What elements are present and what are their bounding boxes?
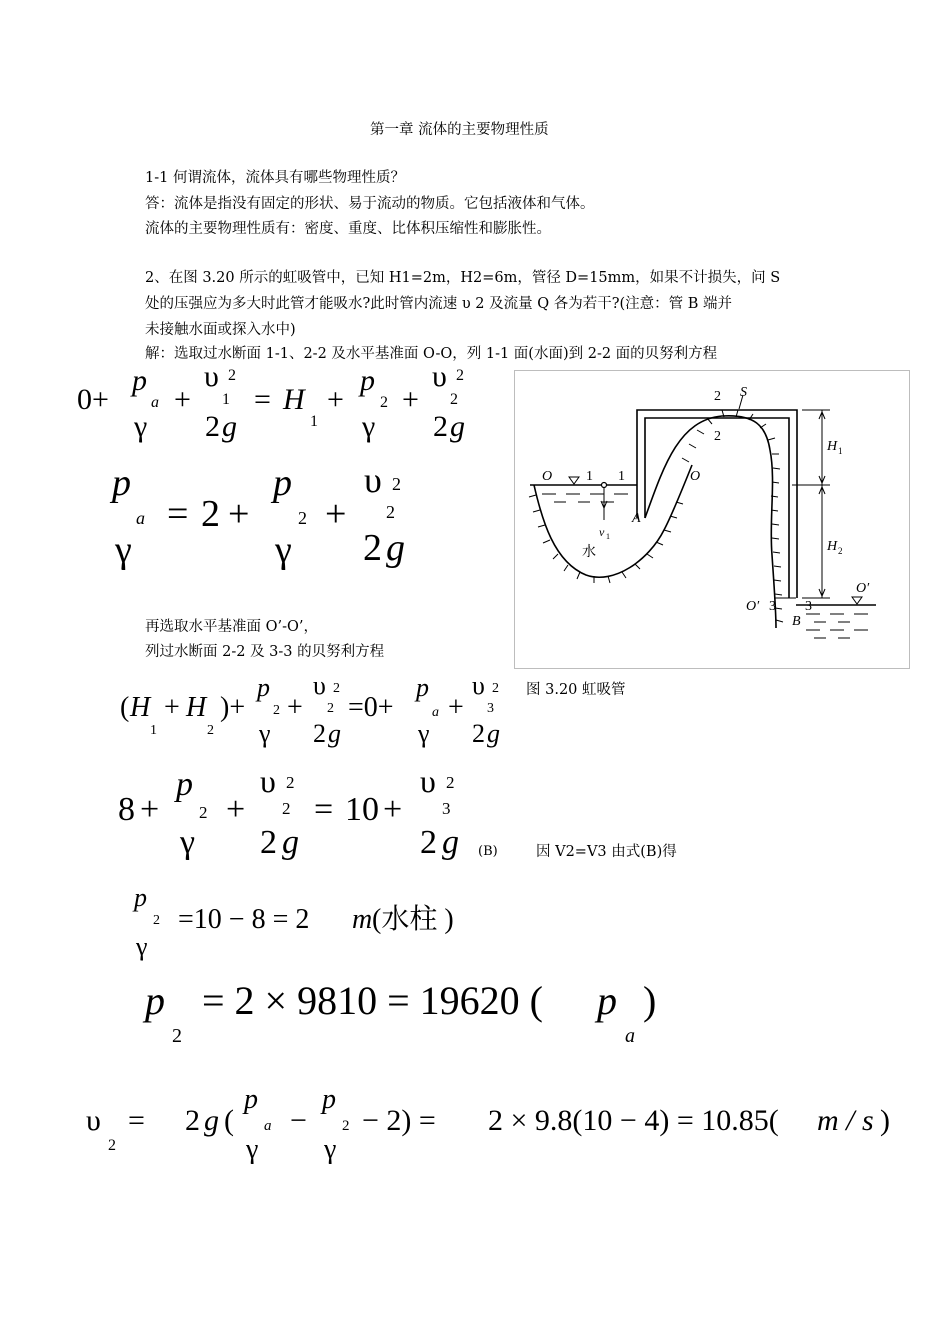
svg-text:2: 2 [228, 367, 236, 384]
eq4-eight: 8 [118, 791, 135, 828]
svg-text:+: + [327, 383, 344, 416]
fig-label-h1-sub: 1 [838, 446, 843, 456]
svg-text:2: 2 [327, 701, 334, 716]
svg-text:2: 2 [342, 1118, 350, 1134]
fig-label-water: 水 [582, 545, 596, 560]
svg-text:2: 2 [380, 394, 388, 411]
svg-text:2: 2 [450, 391, 458, 408]
equation-6 [142, 978, 656, 1047]
eq1-zero-plus: 0+ [77, 383, 109, 416]
svg-text:υ: υ [472, 671, 485, 700]
svg-text:a: a [151, 394, 159, 411]
svg-text:+: + [140, 791, 160, 828]
equation-3 [120, 671, 500, 748]
question-2-line-1: 2、在图 3.20 所示的虹吸管中，已知 H1=2m，H2=6m，管径 D=15mm，如果不计损失，问 S [145, 270, 781, 286]
svg-text:a: a [136, 508, 145, 528]
svg-text:1: 1 [150, 723, 157, 738]
svg-text:2: 2 [446, 773, 455, 792]
svg-text:3: 3 [442, 799, 451, 818]
svg-text:+: + [287, 692, 303, 723]
fig-label-b: B [792, 614, 801, 629]
fig-label-v1: v [599, 525, 605, 539]
svg-text:g: g [328, 719, 341, 748]
svg-text:2: 2 [298, 508, 307, 528]
eq7-close: ) [880, 1104, 890, 1137]
step-2-line-1: 再选取水平基准面 O’-O’， [145, 619, 319, 635]
svg-text:2: 2 [392, 474, 401, 494]
eq5-paren: (水柱 ) [372, 904, 454, 935]
svg-text:p: p [273, 462, 292, 504]
svg-text:2: 2 [205, 410, 220, 443]
svg-text:2: 2 [172, 1025, 182, 1047]
answer-1-line-2: 流体的主要物理性质有：密度、重度、比体积压缩性和膨胀性。 [145, 221, 551, 237]
svg-text:γ: γ [275, 529, 292, 571]
svg-text:p: p [176, 766, 193, 803]
equation-2 [109, 460, 405, 571]
svg-text:+: + [164, 692, 180, 723]
eq7-unit: m / s [817, 1104, 874, 1137]
svg-text:2: 2 [456, 367, 464, 384]
svg-text:a: a [264, 1118, 272, 1134]
svg-text:=: = [167, 493, 189, 535]
svg-text:γ: γ [115, 529, 132, 571]
svg-text:g: g [487, 719, 500, 748]
svg-text:γ: γ [362, 410, 376, 443]
svg-text:p: p [244, 1084, 258, 1115]
question-2-line-2: 处的压强应为多大时此管才能吸水?此时管内流速 υ 2 及流量 Q 各为若干?(注意：管 B 端并 [145, 296, 733, 312]
svg-text:): ) [643, 978, 657, 1023]
svg-text:(: ( [224, 1104, 234, 1137]
svg-text:γ: γ [180, 824, 196, 861]
svg-text:2: 2 [153, 913, 160, 928]
svg-text:+: + [174, 383, 191, 416]
equation-1 [77, 360, 465, 443]
svg-text:p: p [360, 364, 375, 397]
svg-text:γ: γ [418, 719, 430, 748]
fig-label-o-left: O [542, 469, 553, 484]
svg-text:υ: υ [313, 671, 326, 700]
svg-text:)+: )+ [220, 692, 246, 723]
svg-text:p: p [257, 673, 270, 702]
eq5-rhs: =10 − 8 = 2 [178, 904, 310, 935]
fig-label-o-prime-left: O′ [746, 599, 760, 614]
equation-5 [132, 883, 454, 961]
svg-text:=0+: =0+ [348, 692, 394, 723]
svg-text:+: + [325, 493, 347, 535]
svg-text:2: 2 [108, 1137, 116, 1154]
svg-text:υ: υ [86, 1104, 101, 1137]
equation-7 [86, 1084, 890, 1165]
svg-text:g: g [282, 824, 299, 861]
fig-label-v1-sub: 1 [606, 532, 610, 541]
svg-text:H: H [130, 692, 151, 723]
svg-text:g: g [442, 824, 459, 861]
svg-text:H: H [283, 383, 305, 416]
svg-text:3: 3 [487, 701, 494, 716]
svg-text:p: p [416, 673, 429, 702]
svg-text:1: 1 [222, 391, 230, 408]
eq4-ten: 10 [345, 791, 379, 828]
svg-text:2: 2 [260, 824, 277, 861]
svg-text:2: 2 [363, 527, 382, 569]
eq7-rhs: 2 × 9.8(10 − 4) = 10.85( [488, 1104, 779, 1137]
figure-caption: 图 3.20 虹吸管 [526, 682, 626, 698]
svg-text:2: 2 [273, 703, 280, 718]
fig-label-s: S [740, 385, 747, 400]
svg-text:2: 2 [286, 773, 295, 792]
equation-4 [118, 763, 459, 861]
svg-text:υ: υ [204, 360, 219, 393]
equation-b-label: (B) [478, 844, 498, 859]
svg-text:1: 1 [310, 413, 318, 430]
svg-text:2: 2 [313, 719, 326, 748]
svg-text:γ: γ [136, 932, 148, 961]
svg-text:+: + [383, 791, 403, 828]
svg-text:γ: γ [246, 1134, 259, 1165]
fig-label-a: A [632, 511, 641, 526]
eq2-two: 2 [201, 493, 220, 535]
svg-text:p: p [322, 1084, 336, 1115]
eq7-mid: − 2) = [362, 1104, 436, 1137]
eq6-rhs: = 2 × 9810 = 19620 ( [202, 978, 543, 1023]
fig-label-o-prime-right: O′ [856, 581, 870, 596]
fig-label-1-right: 1 [618, 469, 625, 484]
svg-text:2: 2 [433, 410, 448, 443]
svg-text:γ: γ [324, 1134, 337, 1165]
svg-text:g: g [204, 1104, 219, 1137]
svg-text:+: + [228, 493, 250, 535]
step-2-line-2: 列过水断面 2-2 及 3-3 的贝努利方程 [145, 644, 385, 660]
question-2-line-3: 未接触水面或探入水中) [145, 322, 296, 338]
svg-text:+: + [226, 791, 246, 828]
solution-intro: 解：选取过水断面 1-1、2-2 及水平基准面 O-O，列 1-1 面(水面)到 2-2 面的贝努利方程 [145, 346, 718, 362]
svg-text:=: = [254, 383, 271, 416]
svg-text:H: H [186, 692, 207, 723]
svg-text:+: + [448, 692, 464, 723]
fig-label-2-top: 2 [714, 389, 721, 404]
fig-label-h2: H [827, 539, 838, 554]
svg-text:2: 2 [492, 681, 499, 696]
svg-text:g: g [222, 410, 237, 443]
svg-text:2: 2 [199, 803, 208, 822]
svg-text:2: 2 [333, 681, 340, 696]
svg-text:−: − [290, 1104, 307, 1137]
fig-label-o-right: O [690, 469, 701, 484]
svg-text:p: p [112, 462, 131, 504]
svg-text:g: g [450, 410, 465, 443]
eq5-unit: m [352, 904, 373, 935]
svg-text:a: a [625, 1025, 635, 1047]
fig-label-3-right: 3 [805, 599, 812, 614]
svg-text:γ: γ [259, 719, 271, 748]
svg-text:υ: υ [432, 360, 447, 393]
svg-text:g: g [386, 527, 405, 569]
svg-text:υ: υ [260, 763, 276, 799]
svg-text:p: p [145, 978, 165, 1023]
svg-text:p: p [597, 978, 617, 1023]
svg-text:2: 2 [282, 799, 291, 818]
fig-label-h2-sub: 2 [838, 546, 843, 556]
equation-b-note: 因 V2=V3 由式(B)得 [536, 844, 677, 860]
fig-label-3-left: 3 [769, 599, 776, 614]
answer-1-line-1: 答：流体是指没有固定的形状、易于流动的物质。它包括液体和气体。 [145, 196, 595, 212]
svg-text:=: = [314, 791, 334, 828]
svg-text:2: 2 [472, 719, 485, 748]
svg-text:2: 2 [420, 824, 437, 861]
svg-text:υ: υ [364, 460, 382, 500]
svg-text:2: 2 [207, 723, 214, 738]
fig-label-1-left: 1 [586, 469, 593, 484]
svg-text:(: ( [120, 692, 130, 723]
svg-text:+: + [402, 383, 419, 416]
svg-text:p: p [134, 883, 147, 912]
fig-label-2-bottom: 2 [714, 429, 721, 444]
page-title: 第一章 流体的主要物理性质 [370, 122, 549, 138]
svg-text:=: = [128, 1104, 145, 1137]
svg-text:p: p [132, 364, 147, 397]
fig-label-h1: H [827, 439, 838, 454]
question-1: 1-1 何谓流体，流体具有哪些物理性质？ [145, 170, 405, 186]
svg-text:γ: γ [134, 410, 148, 443]
svg-text:a: a [432, 705, 439, 720]
svg-text:2: 2 [386, 502, 395, 522]
svg-text:υ: υ [420, 763, 436, 799]
svg-text:2: 2 [185, 1104, 200, 1137]
